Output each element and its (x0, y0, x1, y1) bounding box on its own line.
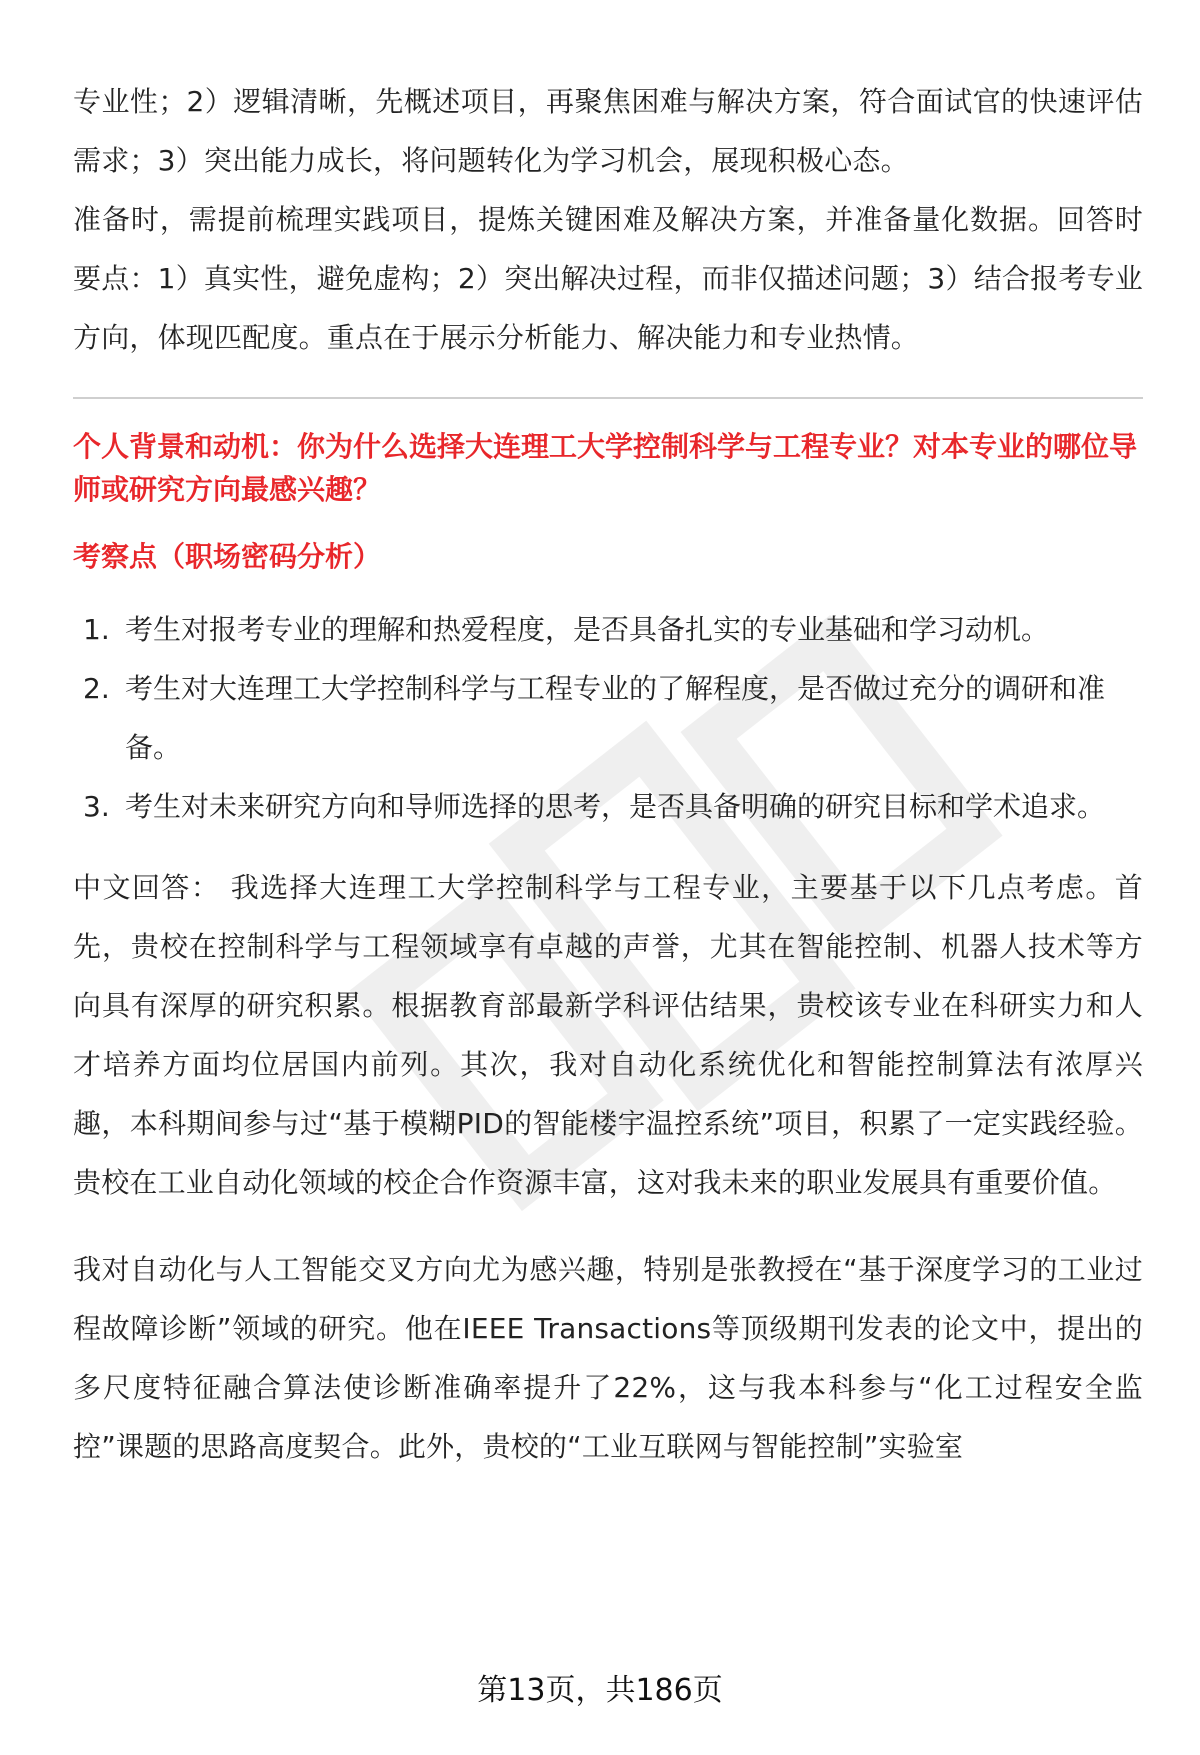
list-item-text: 考生对报考专业的理解和热爱程度，是否具备扎实的专业基础和学习动机。 (125, 613, 1050, 646)
list-item-text: 考生对大连理工大学控制科学与工程专业的了解程度，是否做过充分的调研和准备。 (125, 672, 1106, 764)
answer-paragraph: 中文回答： 我选择大连理工大学控制科学与工程专业，主要基于以下几点考虑。首先，贵校在控制科学与工程领域享有卓越的声誉，尤其在智能控制、机器人技术等方向具有深厚的研究积累。根据教育部最新学科评估结果，贵校该专业在科研实力和人才培养方面均位居国内前列。其次，我对自动化系统优化和智能控制算法有浓厚兴趣，本科期间参与过“基于模糊PID的智能楼宇温控系统”项目，积累了一定实践经验。贵校在工业自动化领域的校企合作资源丰富，这对我未来的职业发展具有重要价值。 (73, 871, 1143, 1199)
list-item-number: 2. (83, 672, 110, 705)
list-item-number: 1. (83, 613, 110, 646)
document-page (73, 72, 1143, 1476)
answer-paragraph: 我对自动化与人工智能交叉方向尤为感兴趣，特别是张教授在“基于深度学习的工业过程故障诊断”领域的研究。他在IEEE Transactions等顶级期刊发表的论文中，提出的多尺度特征融合算法使诊断准确率提升了22%，这与我本科参与“化工过程安全监控”课题的思路高度契合。此外，贵校的“工业互联网与智能控制”实验室 (73, 1253, 1143, 1463)
analysis-heading: 考察点（职场密码分析） (73, 540, 382, 573)
section-divider (73, 397, 1143, 399)
list-item-text: 考生对未来研究方向和导师选择的思考，是否具备明确的研究目标和学术追求。 (125, 790, 1106, 823)
list-item (73, 777, 1143, 836)
list-item (73, 659, 1143, 777)
analysis-points-list (73, 600, 1143, 836)
list-item (73, 600, 1143, 659)
page-number-footer: 第13页，共186页 (477, 1673, 723, 1708)
intro-paragraph: 专业性；2）逻辑清晰，先概述项目，再聚焦困难与解决方案，符合面试官的快速评估需求；3）突出能力成长，将问题转化为学习机会，展现积极心态。 (73, 85, 1143, 177)
list-item-number: 3. (83, 790, 110, 823)
question-heading: 个人背景和动机：你为什么选择大连理工大学控制科学与工程专业？对本专业的哪位导师或研究方向最感兴趣？ (73, 430, 1138, 506)
intro-paragraph: 准备时，需提前梳理实践项目，提炼关键困难及解决方案，并准备量化数据。回答时要点：1）真实性，避免虚构；2）突出解决过程，而非仅描述问题；3）结合报考专业方向，体现匹配度。重点在于展示分析能力、解决能力和专业热情。 (73, 203, 1143, 354)
